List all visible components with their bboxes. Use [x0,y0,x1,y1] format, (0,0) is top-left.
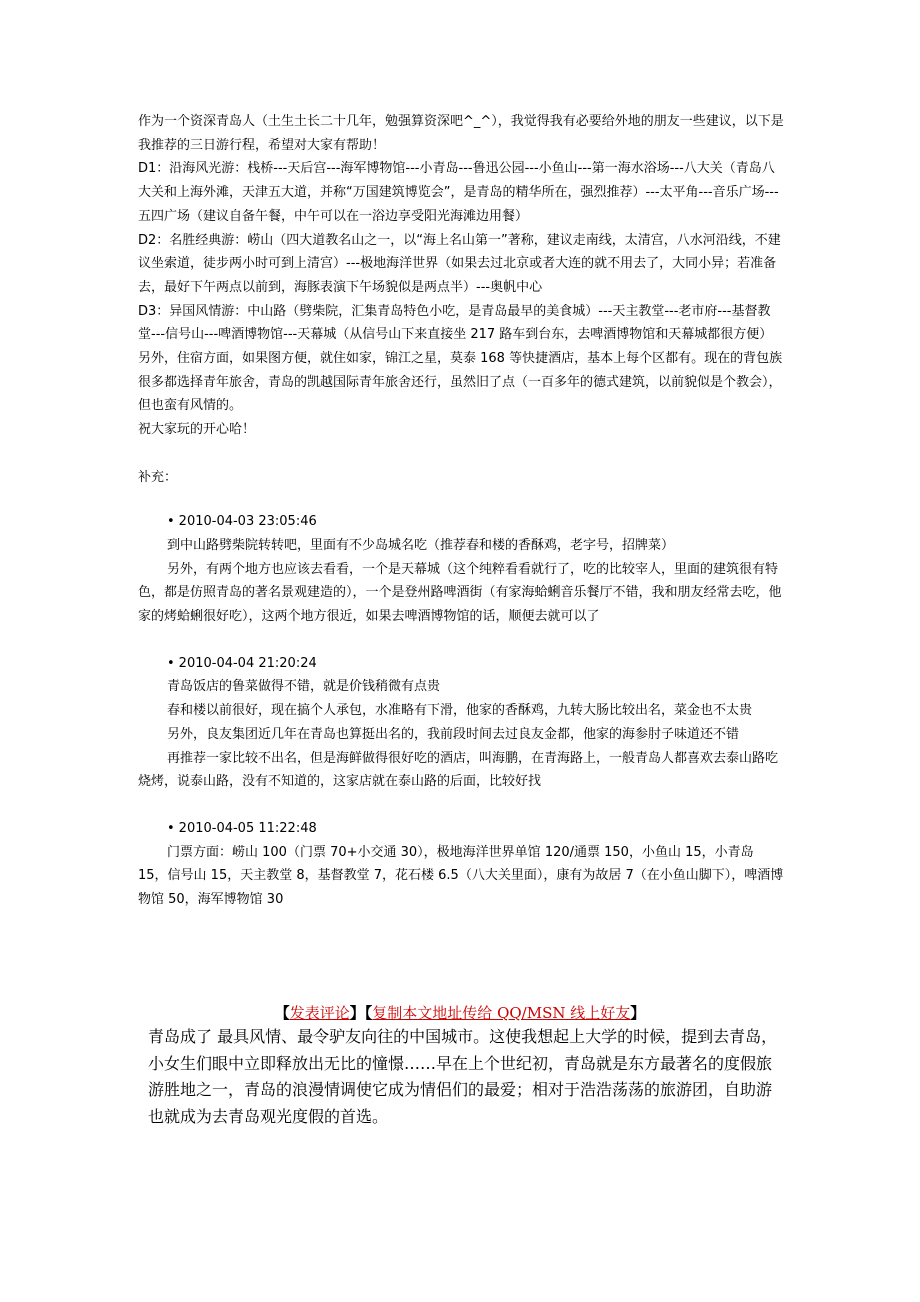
entry-line: 另外，良友集团近几年在青岛也算挺出名的，我前段时间去过良友金都，他家的海参肘子味道还不错 [167,726,740,742]
entry-line: 门票方面：崂山 100（门票 70+小交通 30），极地海洋世界单馆 120/通票 150，小鱼山 15，小青岛 15，信号山 15，天主教堂 8，基督教堂 7，花石楼 6.5（八大关里面），康有为故居 7（在小鱼山脚下），啤酒博物馆 50，海军博物馆 30 [138,844,784,908]
bracket-close: 】 [630,1004,646,1022]
entry-date: 2010-04-03 23:05:46 [178,514,317,530]
entry-line: 青岛饭店的鲁菜做得不错，就是价钱稍微有点贵 [167,679,441,695]
wish-line: 祝大家玩的开心哈！ [138,422,256,438]
supplement-label: 补充： [138,469,178,485]
copy-address-link[interactable]: 复制本文地址传给 QQ/MSN 线上好友 [372,1004,631,1022]
bullet-icon: • [167,820,175,836]
post-comment-link[interactable]: 发表评论 [289,1004,350,1022]
supplement-entry [138,510,786,629]
day3-itinerary: D3：异国风情游：中山路（劈柴院，汇集青岛特色小吃，是青岛最早的美食城）---天主教堂---老市府---基督教堂---信号山---啤酒博物馆---天幕城（从信号山下来直接坐 217 路车到台东，去啤酒博物馆和天幕城都很方便） [138,303,773,343]
bracket-open: 【 [364,1004,373,1022]
entry-line: 春和楼以前很好，现在搞个人承包，水准略有下滑，他家的香酥鸡，九转大肠比较出名，菜金也不太贵 [167,703,753,719]
day1-itinerary: D1：沿海风光游：栈桥---天后宫---海军博物馆---小青岛---鲁迅公园---小鱼山---第一海水浴场---八大关（青岛八大关和上海外滩，天津五大道，并称“万国建筑博览会”，是青岛的精华所在，强烈推荐）---太平角---音乐广场---五四广场（建议自备午餐，中午可以在一浴边享受阳光海滩边用餐） [138,161,779,224]
supplement-entry [138,652,786,794]
bullet-icon: • [167,655,175,671]
bracket-open: 【 [274,1004,290,1022]
entry-line: 到中山路劈柴院转转吧，里面有不少岛城名吃（推荐春和楼的香酥鸡，老字号，招牌菜） [167,537,675,553]
closing-paragraph: 青岛成了 最具风情、最令驴友向往的中国城市。这使我想起上大学的时候，提到去青岛，小女生们眼中立即释放出无比的憧憬……早在上个世纪初，青岛就是东方最著名的度假旅游胜地之一，青岛的浪漫情调使它成为情侣们的最爱；相对于浩浩荡荡的旅游团，自助游也就成为去青岛观光度假的首选。 [148,1027,778,1126]
entry-date-line [138,817,786,841]
entry-line: 另外，有两个地方也应该去看看，一个是天幕城（这个纯粹看看就行了，吃的比较宰人，里面的建筑很有特色，都是仿照青岛的著名景观建造的），一个是登州路啤酒街（有家海蛤蜊音乐餐厅不错，我和朋友经常去吃，他家的烤蛤蜊很好吃），这两个地方很近，如果去啤酒博物馆的话，顺便去就可以了 [138,561,782,625]
entry-date: 2010-04-05 11:22:48 [178,820,317,836]
bracket-close: 】 [349,1004,365,1022]
intro-paragraph: 作为一个资深青岛人（土生土长二十几年，勉强算资深吧^_^），我觉得我有必要给外地的朋友一些建议，以下是我推荐的三日游行程，希望对大家有帮助！ [138,114,784,153]
lodging-paragraph: 另外，住宿方面，如果图方便，就住如家，锦江之星，莫泰 168 等快捷酒店，基本上每个区都有。现在的背包族很多都选择青年旅舍，青岛的凯越国际青年旅舍还行，虽然旧了点（一百多年的德式建筑，以前貌似是个教会），但也蛮有风情的。 [138,351,783,414]
footer-links [0,1002,920,1024]
entry-date-line [138,652,786,676]
article-body [138,110,786,912]
supplement-entry [138,817,786,912]
entry-line: 再推荐一家比较不出名，但是海鲜做得很好吃的酒店，叫海鹏，在青海路上，一般青岛人都喜欢去泰山路吃烧烤，说泰山路，没有不知道的，这家店就在泰山路的后面，比较好找 [138,750,779,790]
entry-date: 2010-04-04 21:20:24 [178,655,317,671]
bullet-icon: • [167,514,175,530]
day2-itinerary: D2：名胜经典游：崂山（四大道教名山之一，以“海上名山第一”著称，建议走南线，太清宫，八水河沿线，不建议坐索道，徒步两小时可到上清宫）---极地海洋世界（如果去过北京或者大连的就不用去了，大同小异；若准备去，最好下午两点以前到，海豚表演下午场貌似是两点半）---奥帆中心 [138,232,781,295]
entry-date-line [138,510,786,534]
